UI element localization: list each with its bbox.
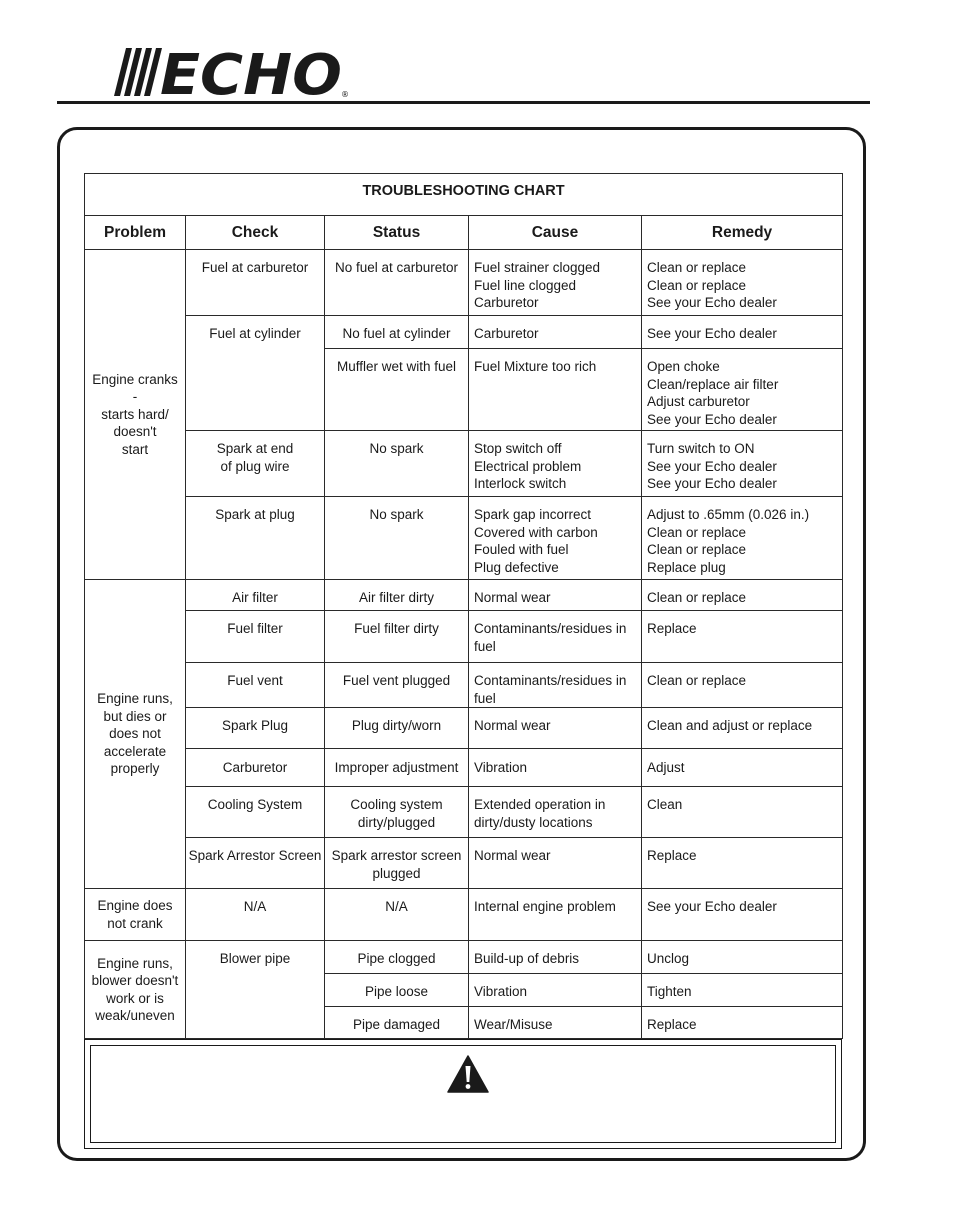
cause-cell bbox=[469, 349, 642, 431]
status-line: Fuel filter dirty bbox=[354, 621, 439, 636]
cause-cell bbox=[469, 941, 642, 974]
problem-line: but dies or bbox=[103, 708, 167, 724]
status-cell bbox=[325, 497, 469, 580]
cause-line: Interlock switch bbox=[474, 476, 567, 491]
check-cell bbox=[186, 787, 325, 838]
problem-line: start bbox=[121, 441, 149, 457]
chart-body bbox=[85, 250, 843, 1039]
problem-cell bbox=[85, 941, 186, 1039]
remedy-line: Clean and adjust or replace bbox=[647, 718, 813, 733]
check-cell bbox=[186, 708, 325, 749]
remedy-line: See your Echo dealer bbox=[647, 295, 777, 310]
cause-line: Stop switch off bbox=[474, 441, 562, 456]
remedy-line: See your Echo dealer bbox=[647, 411, 777, 427]
table-row bbox=[85, 663, 843, 708]
chart-title: TROUBLESHOOTING CHART bbox=[85, 174, 843, 216]
remedy-cell bbox=[642, 611, 843, 663]
header-status: Status bbox=[325, 216, 469, 250]
status-cell bbox=[325, 316, 469, 349]
check-line: Fuel filter bbox=[227, 621, 283, 636]
remedy-line: See your Echo dealer bbox=[647, 458, 777, 474]
remedy-cell bbox=[642, 787, 843, 838]
check-cell bbox=[186, 941, 325, 1039]
remedy-line: Adjust to .65mm (0.026 in.) bbox=[647, 507, 810, 522]
table-row bbox=[85, 838, 843, 889]
cause-cell bbox=[469, 497, 642, 580]
remedy-cell bbox=[642, 580, 843, 611]
warning-box-inner bbox=[90, 1045, 836, 1143]
remedy-line: Replace bbox=[647, 1017, 697, 1032]
status-cell bbox=[325, 941, 469, 974]
problem-line: not crank bbox=[107, 915, 163, 931]
status-line: dirty/plugged bbox=[357, 814, 436, 830]
status-line: Cooling system bbox=[350, 797, 443, 812]
check-line: Carburetor bbox=[222, 759, 288, 775]
remedy-line: See your Echo dealer bbox=[647, 899, 777, 914]
status-line: N/A bbox=[385, 899, 408, 914]
status-cell bbox=[325, 889, 469, 941]
cause-line: Vibration bbox=[474, 759, 528, 775]
check-line: Blower pipe bbox=[219, 951, 291, 966]
problem-line: properly bbox=[110, 761, 160, 777]
table-row bbox=[85, 497, 843, 580]
cause-line: Plug defective bbox=[474, 559, 559, 575]
remedy-line: Turn switch to ON bbox=[647, 441, 755, 456]
cause-line: Vibration bbox=[474, 984, 528, 999]
status-cell bbox=[325, 749, 469, 787]
status-line: No fuel at cylinder bbox=[342, 326, 451, 341]
cause-line: Electrical problem bbox=[474, 458, 582, 474]
header-remedy: Remedy bbox=[642, 216, 843, 250]
remedy-line: Adjust bbox=[647, 759, 685, 775]
cause-line: Fuel strainer clogged bbox=[474, 260, 601, 275]
header-cause: Cause bbox=[469, 216, 642, 250]
remedy-line: Clean bbox=[647, 797, 683, 812]
status-cell bbox=[325, 787, 469, 838]
cause-cell bbox=[469, 838, 642, 889]
table-row bbox=[85, 787, 843, 838]
cause-cell bbox=[469, 431, 642, 497]
check-cell bbox=[186, 838, 325, 889]
check-cell bbox=[186, 889, 325, 941]
check-line: Air filter bbox=[232, 590, 278, 605]
remedy-line: Adjust carburetor bbox=[647, 394, 750, 409]
table-row bbox=[85, 749, 843, 787]
remedy-line: Clean or replace bbox=[647, 542, 747, 557]
table-row bbox=[85, 250, 843, 316]
status-cell bbox=[325, 611, 469, 663]
problem-cell bbox=[85, 889, 186, 941]
cause-line: Build-up of debris bbox=[474, 951, 580, 966]
check-line: Fuel at cylinder bbox=[209, 326, 301, 341]
status-line: Pipe loose bbox=[364, 984, 429, 999]
table-row bbox=[85, 431, 843, 497]
status-line: Improper adjustment bbox=[334, 759, 459, 775]
header-rule bbox=[57, 101, 870, 104]
cause-cell bbox=[469, 787, 642, 838]
cause-line: Covered with carbon bbox=[474, 524, 598, 540]
remedy-cell bbox=[642, 941, 843, 974]
table-row bbox=[85, 889, 843, 941]
cause-line: Normal wear bbox=[474, 848, 551, 863]
cause-cell bbox=[469, 663, 642, 708]
warning-triangle-icon bbox=[447, 1055, 489, 1093]
cause-cell bbox=[469, 316, 642, 349]
status-line: Pipe clogged bbox=[357, 951, 436, 966]
remedy-cell bbox=[642, 708, 843, 749]
check-line: Fuel at carburetor bbox=[201, 260, 309, 275]
check-cell bbox=[186, 580, 325, 611]
check-cell bbox=[186, 611, 325, 663]
remedy-cell bbox=[642, 431, 843, 497]
cause-line: Fouled with fuel bbox=[474, 542, 569, 557]
check-cell bbox=[186, 663, 325, 708]
check-line: Spark Plug bbox=[221, 718, 289, 733]
check-line: of plug wire bbox=[220, 458, 290, 474]
troubleshooting-chart bbox=[84, 173, 843, 1039]
cause-cell bbox=[469, 611, 642, 663]
status-line: No spark bbox=[369, 507, 424, 522]
cause-cell bbox=[469, 580, 642, 611]
check-line: Spark Arrestor Screen bbox=[188, 848, 322, 863]
remedy-line: Replace plug bbox=[647, 559, 726, 575]
remedy-cell bbox=[642, 497, 843, 580]
status-line: Muffler wet with fuel bbox=[336, 359, 457, 374]
problem-line: Engine runs, bbox=[97, 691, 173, 707]
cause-line: Extended operation in bbox=[474, 797, 606, 812]
cause-line: Spark gap incorrect bbox=[474, 507, 592, 522]
check-line: Spark at plug bbox=[215, 507, 295, 522]
remedy-line: Open choke bbox=[647, 359, 720, 374]
check-cell bbox=[186, 316, 325, 431]
table-row bbox=[85, 316, 843, 349]
remedy-line: Clean or replace bbox=[647, 673, 747, 688]
status-cell bbox=[325, 838, 469, 889]
header-check: Check bbox=[186, 216, 325, 250]
problem-line: accelerate bbox=[103, 743, 167, 759]
status-cell bbox=[325, 1007, 469, 1039]
status-cell bbox=[325, 431, 469, 497]
remedy-cell bbox=[642, 663, 843, 708]
registered-mark: ® bbox=[341, 90, 349, 99]
remedy-cell bbox=[642, 974, 843, 1007]
check-cell bbox=[186, 749, 325, 787]
cause-line: Internal engine problem bbox=[474, 899, 616, 914]
table-row bbox=[85, 580, 843, 611]
cause-cell bbox=[469, 749, 642, 787]
remedy-line: Clean or replace bbox=[647, 524, 747, 540]
problem-line: work or is bbox=[106, 990, 164, 1006]
cause-line: Normal wear bbox=[474, 718, 551, 733]
problem-cell bbox=[85, 580, 186, 889]
remedy-cell bbox=[642, 316, 843, 349]
status-line: Spark arrestor screen bbox=[331, 848, 462, 863]
problem-cell bbox=[85, 250, 186, 580]
cause-line: dirty/dusty locations bbox=[474, 814, 593, 830]
check-line: Spark at end bbox=[216, 441, 294, 456]
remedy-cell bbox=[642, 749, 843, 787]
check-line: N/A bbox=[243, 899, 267, 914]
remedy-cell bbox=[642, 349, 843, 431]
status-line: Fuel vent plugged bbox=[342, 673, 451, 688]
remedy-line: Clean or replace bbox=[647, 260, 747, 275]
remedy-cell bbox=[642, 838, 843, 889]
remedy-line: Replace bbox=[647, 621, 697, 636]
status-line: No spark bbox=[369, 441, 424, 456]
header-problem: Problem bbox=[85, 216, 186, 250]
echo-logo bbox=[112, 44, 352, 100]
cause-line: Fuel Mixture too rich bbox=[474, 359, 597, 374]
cause-cell bbox=[469, 974, 642, 1007]
remedy-line: Unclog bbox=[647, 951, 690, 966]
status-line: Air filter dirty bbox=[358, 590, 434, 605]
status-cell bbox=[325, 349, 469, 431]
cause-cell bbox=[469, 889, 642, 941]
remedy-line: Replace bbox=[647, 848, 697, 863]
remedy-line: Clean or replace bbox=[647, 277, 747, 293]
problem-line: blower doesn't bbox=[91, 973, 179, 988]
cause-line: Carburetor bbox=[474, 326, 539, 341]
problem-line: does not bbox=[109, 726, 161, 742]
check-cell bbox=[186, 431, 325, 497]
problem-line: Engine does bbox=[97, 898, 173, 913]
cause-line: Normal wear bbox=[474, 590, 551, 605]
problem-line: doesn't bbox=[113, 424, 157, 440]
problem-line: Engine cranks - bbox=[92, 371, 178, 405]
status-line: No fuel at carburetor bbox=[334, 260, 459, 275]
cause-cell bbox=[469, 1007, 642, 1039]
cause-cell bbox=[469, 250, 642, 316]
status-cell bbox=[325, 708, 469, 749]
cause-line: fuel bbox=[474, 638, 496, 654]
cause-cell bbox=[469, 708, 642, 749]
check-line: Cooling System bbox=[207, 797, 303, 812]
remedy-cell bbox=[642, 1007, 843, 1039]
warning-box bbox=[84, 1039, 842, 1149]
status-line: Pipe damaged bbox=[352, 1017, 441, 1032]
cause-line: Contaminants/residues in bbox=[474, 621, 627, 636]
table-row bbox=[85, 708, 843, 749]
remedy-cell bbox=[642, 250, 843, 316]
check-cell bbox=[186, 497, 325, 580]
remedy-line: Clean/replace air filter bbox=[647, 376, 779, 392]
cause-line: Carburetor bbox=[474, 295, 539, 310]
status-cell bbox=[325, 974, 469, 1007]
check-cell bbox=[186, 250, 325, 316]
check-line: Fuel vent bbox=[227, 673, 283, 688]
brand-wordmark: ECHO bbox=[160, 44, 342, 100]
cause-line: Fuel line clogged bbox=[474, 277, 577, 293]
cause-line: Contaminants/residues in fuel bbox=[474, 673, 627, 706]
remedy-cell bbox=[642, 889, 843, 941]
problem-line: weak/uneven bbox=[95, 1008, 175, 1023]
status-cell bbox=[325, 250, 469, 316]
status-line: plugged bbox=[372, 865, 421, 881]
status-cell bbox=[325, 663, 469, 708]
status-line: Plug dirty/worn bbox=[351, 718, 442, 733]
cause-line: Wear/Misuse bbox=[474, 1017, 553, 1032]
table-row bbox=[85, 611, 843, 663]
table-row bbox=[85, 941, 843, 974]
remedy-line: Tighten bbox=[647, 984, 692, 999]
remedy-line: Clean or replace bbox=[647, 590, 747, 605]
status-cell bbox=[325, 580, 469, 611]
remedy-line: See your Echo dealer bbox=[647, 476, 777, 491]
remedy-line: See your Echo dealer bbox=[647, 326, 777, 341]
problem-line: starts hard/ bbox=[101, 406, 169, 422]
problem-line: Engine runs, bbox=[97, 955, 173, 971]
